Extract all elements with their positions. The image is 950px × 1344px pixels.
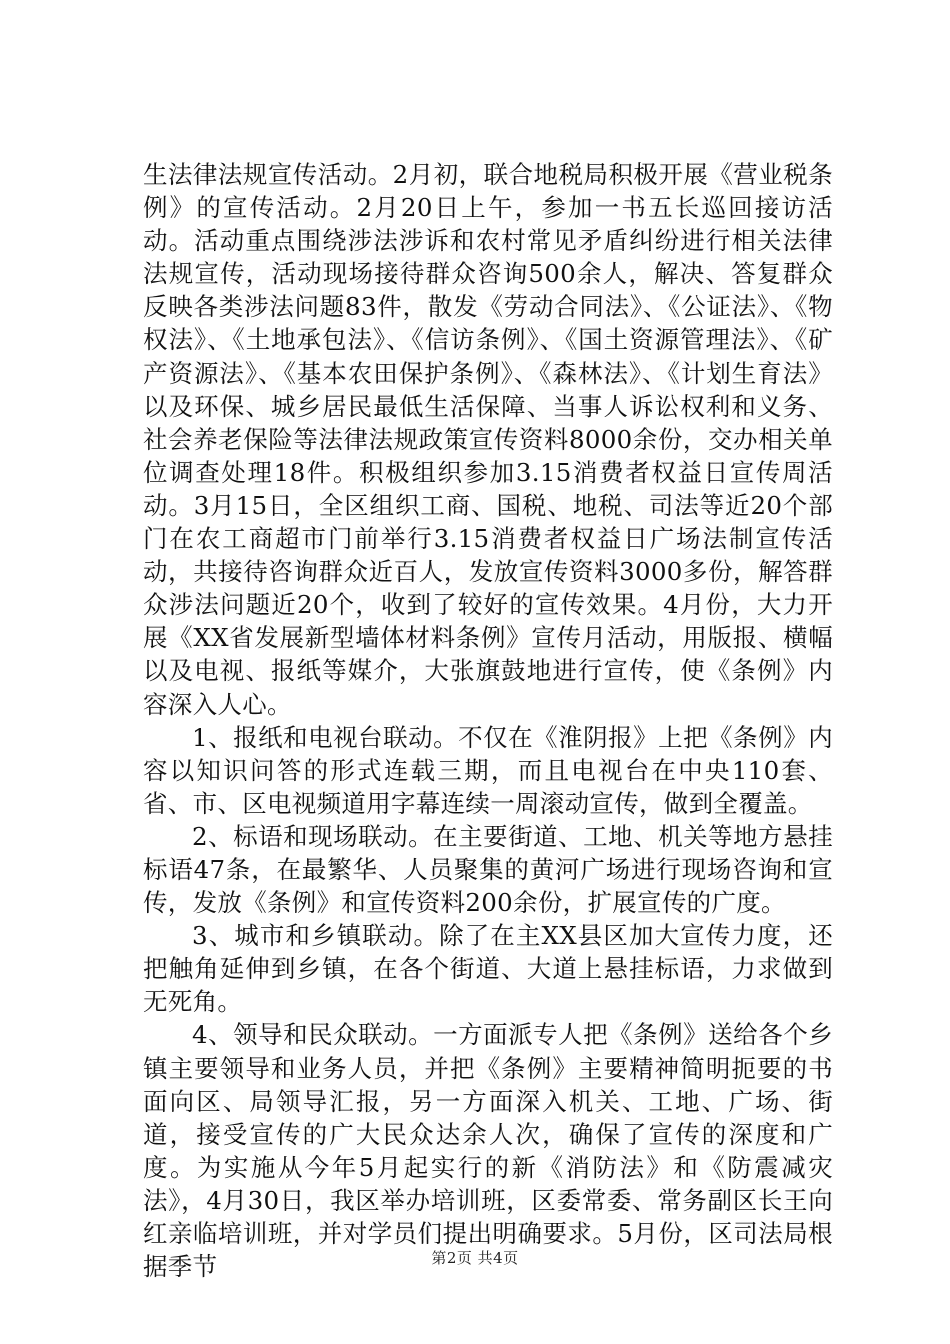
paragraph-item-2: 2、标语和现场联动。在主要街道、工地、机关等地方悬挂标语47条，在最繁华、人员聚集的黄河广场进行现场咨询和宣传，发放《条例》和宣传资料200余份，扩展宣传的广度。 bbox=[143, 821, 833, 918]
document-body bbox=[143, 158, 833, 1283]
page-number-footer: 第2页 共4页 bbox=[431, 1249, 519, 1267]
paragraph-item-3: 3、城市和乡镇联动。除了在主XX县区加大宣传力度，还把触角延伸到乡镇，在各个街道、大道上悬挂标语，力求做到无死角。 bbox=[143, 921, 833, 1017]
paragraph-item-1: 1、报纸和电视台联动。不仅在《淮阴报》上把《条例》内容以知识问答的形式连载三期，而且电视台在中央110套、省、市、区电视频道用字幕连续一周滚动宣传，做到全覆盖。 bbox=[143, 722, 833, 818]
paragraph-continued: 生法律法规宣传活动。2月初，联合地税局积极开展《营业税条例》的宣传活动。2月20日上午，参加一书五长巡回接访活动。活动重点围绕涉法涉诉和农村常见矛盾纠纷进行相关法律法规宣传，活动现场接待群众咨询500余人，解决、答复群众反映各类涉法问题83件，散发《劳动合同法》、《公证法》、《物权法》、《土地承包法》、《信访条例》、《国土资源管理法》、《矿产资源法》、《基本农田保护条例》、《森林法》、《计划生育法》以及环保、城乡居民最低生活保障、当事人诉讼权利和义务、社会养老保险等法律法规政策宣传资料8000余份，交办相关单位调查处理18件。积极组织参加3.15消费者权益日宣传周活动。3月15日，全区组织工商、国税、地税、司法等近20个部门在农工商超市门前举行3.15消费者权益日广场法制宣传活动，共接待咨询群众近百人，发放宣传资料3000多份，解答群众涉法问题近20个，收到了较好的宣传效果。4月份，大力开展《XX省发展新型墙体材料条例》宣传月活动，用版报、横幅以及电视、报纸等媒介，大张旗鼓地进行宣传，使《条例》内容深入人心。 bbox=[143, 160, 833, 719]
paragraph-item-4: 4、领导和民众联动。一方面派专人把《条例》送给各个乡镇主要领导和业务人员，并把《条例》主要精神简明扼要的书面向区、局领导汇报，另一方面深入机关、工地、广场、街道，接受宣传的广大民众达余人次，确保了宣传的深度和广度。为实施从今年5月起实行的新《消防法》和《防震减灾法》，4月30日，我区举办培训班，区委常委、常务副区长王向红亲临培训班，并对学员们提出明确要求。5月份，区司法局根据季节 bbox=[143, 1020, 833, 1282]
